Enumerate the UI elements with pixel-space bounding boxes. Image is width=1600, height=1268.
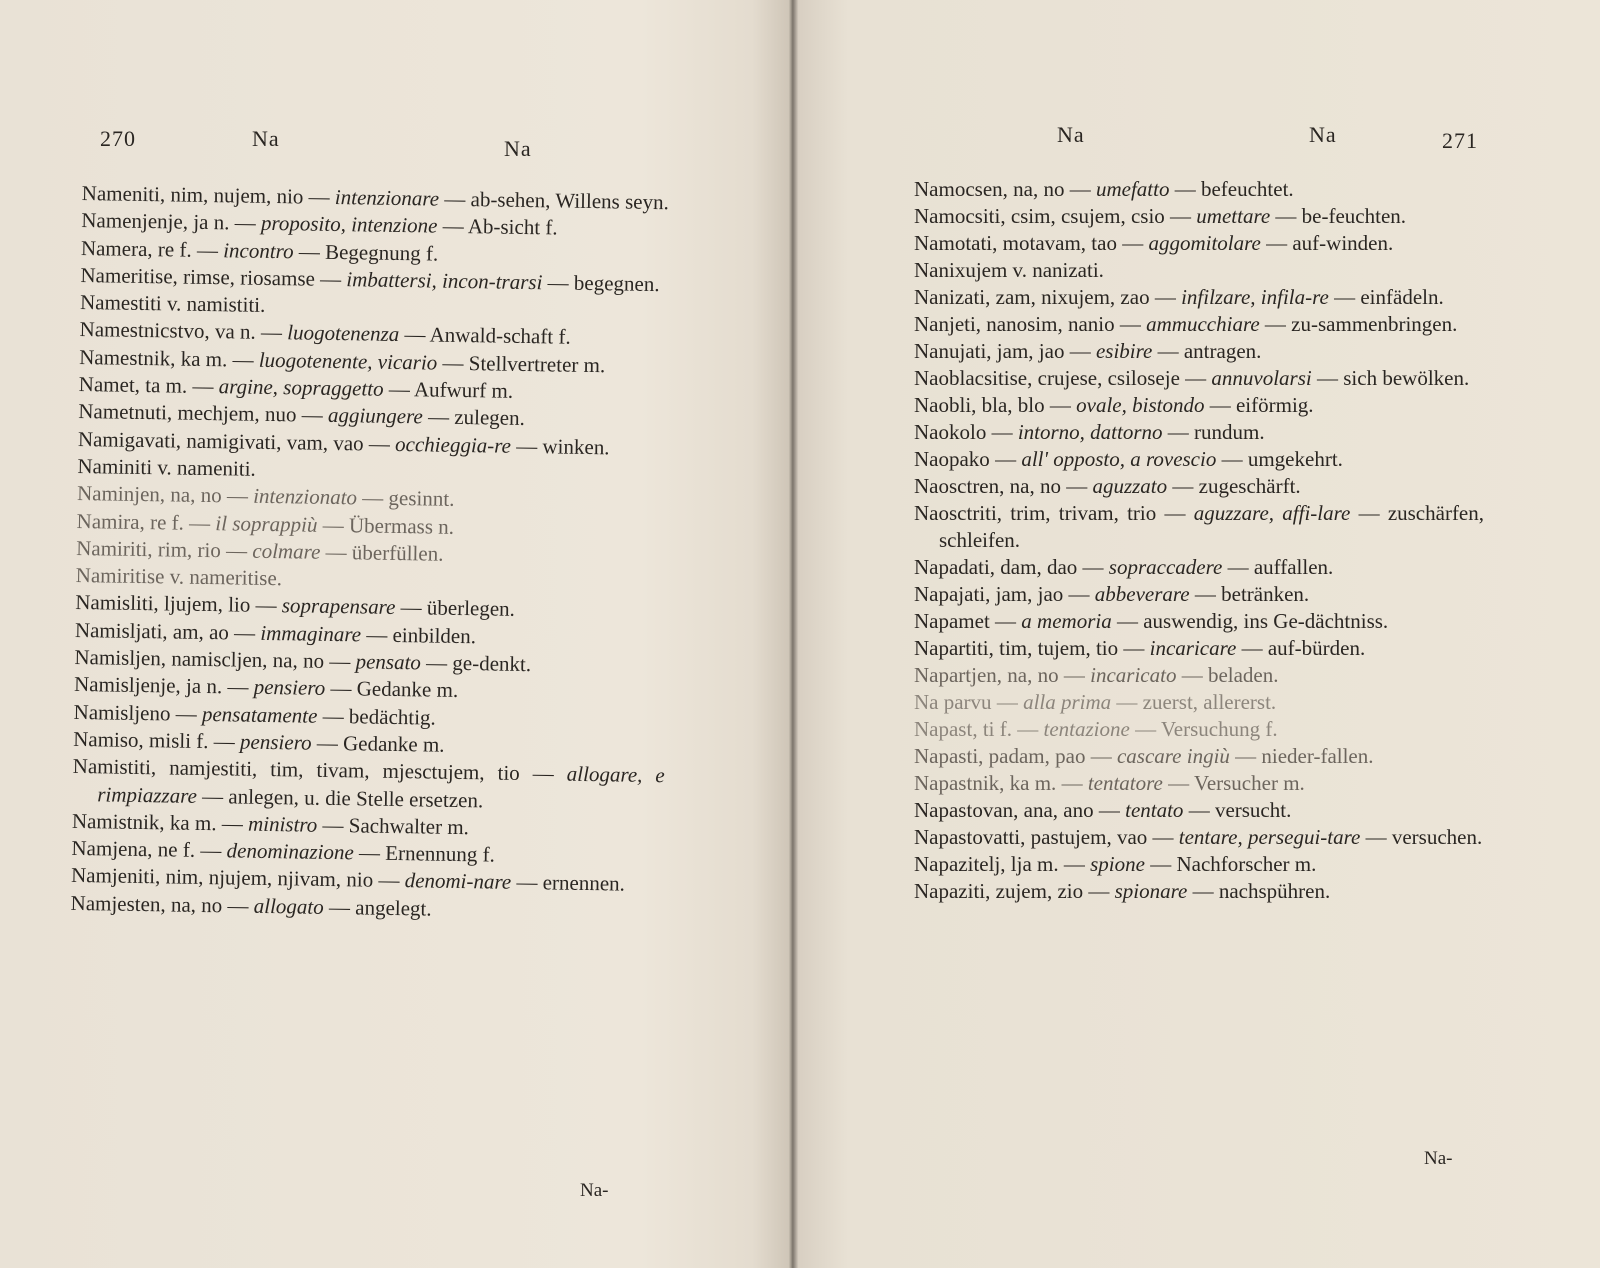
dictionary-entry: Napastovatti, pastujem, vao — tentare, persegui-tare — versuchen. [914, 825, 1483, 849]
entry-italian: tentato [1125, 798, 1184, 822]
dictionary-entry: Nanujati, jam, jao — esibire — antragen. [914, 339, 1262, 363]
entry-german: eiförmig. [1235, 393, 1314, 417]
catchword: Na- [580, 1180, 609, 1201]
entry-italian: tentatore [1087, 771, 1163, 795]
dictionary-entry: Napartiti, tim, tujem, tio — incaricare — auf-bürden. [914, 636, 1366, 660]
entry-headword: Naobli, bla, blo [914, 393, 1045, 417]
entry-german: anlegen, u. die Stelle ersetzen. [228, 783, 484, 812]
entry-headword: Naosctren, na, no [914, 474, 1061, 498]
entry-headword: Nameniti, nim, nujem, nio [81, 180, 304, 209]
dictionary-entry: Napastovan, ana, ano — tentato — versucht. [914, 798, 1292, 822]
entry-headword: Namotati, motavam, tao [914, 231, 1117, 255]
entry-italian: cascare ingiù [1116, 744, 1230, 768]
entry-italian: spione [1090, 852, 1145, 876]
entry-italian: denomi-nare [404, 868, 512, 895]
entry-german: zu-sammenbringen. [1291, 312, 1458, 336]
dictionary-entry: Nameritise, rimse, riosamse — imbattersi, incon-trarsi — begegnen. [80, 262, 660, 296]
entry-german: Stellvertreter m. [468, 350, 606, 378]
entry-german: Versuchung f. [1160, 717, 1278, 741]
dictionary-entry: Naminjen, na, no — intenzionato — gesinnt. [76, 481, 455, 512]
entry-italian: intenzionare [334, 184, 440, 211]
entry-italian: umefatto [1095, 177, 1170, 201]
entry-headword: Namisljeno [73, 699, 171, 726]
entry-italian: annuvolarsi [1211, 366, 1312, 390]
dictionary-entry [914, 257, 1484, 284]
entry-headword: Napadati, dam, dao [914, 555, 1078, 579]
entry-headword: Namiriti, rim, rio [76, 535, 222, 563]
dictionary-entry: Napasti, padam, pao — cascare ingiù — nieder-fallen. [914, 744, 1374, 768]
entry-headword: Namira, re f. [76, 508, 185, 535]
entry-headword: Nanizati, zam, nixujem, zao [914, 285, 1150, 309]
entry-italian: pensato [355, 649, 422, 675]
page-number: 270 [100, 126, 136, 151]
entry-headword: Naosctriti, trim, trivam, trio [914, 501, 1157, 525]
dictionary-entry: Namestnicstvo, va n. — luogotenenza — Anwald-schaft f. [79, 317, 571, 350]
dictionary-entry: Namistnik, ka m. — ministro — Sachwalter m. [71, 808, 470, 839]
entry-german: beladen. [1207, 663, 1279, 687]
dictionary-entries [914, 176, 1484, 905]
entry-german: Gedanke m. [342, 731, 445, 757]
entry-german: einfädeln. [1360, 285, 1444, 309]
dictionary-entry: Namjena, ne f. — denominazione — Ernennung f. [71, 836, 496, 867]
dictionary-entry: Napaziti, zujem, zio — spionare — nachspühren. [914, 879, 1331, 903]
entry-headword: Nameritise, rimse, riosamse [80, 262, 316, 291]
dictionary-entry: Namocsen, na, no — umefatto — befeuchtet. [914, 177, 1294, 201]
entry-german: auf-winden. [1292, 231, 1394, 255]
dictionary-entry: Namisljenje, ja n. — pensiero — Gedanke m. [73, 672, 459, 703]
entry-german: sich bewölken. [1343, 366, 1470, 390]
entry-headword: Napastovan, ana, ano [914, 798, 1094, 822]
entry-german: Ab-sicht f. [467, 214, 558, 240]
entry-headword: Napaziti, zujem, zio [914, 879, 1084, 903]
entry-headword: Napartiti, tim, tujem, tio [914, 636, 1119, 660]
entry-german: Ernennung f. [385, 840, 496, 867]
entry-german: auswendig, ins Ge-dächtniss. [1143, 609, 1389, 633]
entry-italian: allogato [253, 893, 324, 919]
dictionary-entry: Namisljati, am, ao — immaginare — einbilden. [74, 617, 477, 648]
entry-german: überlegen. [426, 595, 516, 622]
entry-headword: Namet, ta m. [78, 372, 188, 398]
entry-headword: Napastnik, ka m. [914, 771, 1057, 795]
entry-headword: Namiritise v. nameritise. [75, 563, 283, 591]
entry-german: zuschärfen, schleifen. [939, 501, 1485, 552]
entry-headword: Naminiti v. nameniti. [77, 453, 256, 481]
dictionary-entry: Namiriti, rim, rio — colmare — überfüllen. [76, 535, 444, 566]
dictionary-entry: Namenjenje, ja n. — proposito, intenzione — Ab-sicht f. [81, 208, 558, 240]
dictionary-entry: Nameniti, nim, nujem, nio — intenzionare — ab-sehen, Willens seyn. [81, 180, 669, 215]
entry-german: umgekehrt. [1247, 447, 1343, 471]
entry-italian: pensiero [253, 675, 326, 701]
dictionary-entry: Napast, ti f. — tentazione — Versuchung f. [914, 717, 1278, 741]
entry-german: zulegen. [454, 405, 526, 431]
entry-headword: Napast, ti f. [914, 717, 1012, 741]
entry-headword: Naoblacsitise, crujese, csiloseje [914, 366, 1180, 390]
dictionary-entry: Namigavati, namigivati, vam, vao — occhieggia-re — winken. [77, 426, 610, 459]
running-header-left: Na [252, 126, 280, 151]
entry-italian: ministro [247, 811, 318, 837]
right-page [792, 0, 1600, 1268]
entry-german: betränken. [1221, 582, 1310, 606]
entry-italian: intenzionato [253, 483, 358, 510]
entry-headword: Namjesten, na, no [70, 890, 223, 918]
entry-headword: Nanjeti, nanosim, nanio [914, 312, 1115, 336]
entry-italian: abbeverare [1094, 582, 1190, 606]
dictionary-entry: Namjesten, na, no — allogato — angelegt. [70, 890, 432, 921]
entry-headword: Namisljati, am, ao [74, 617, 230, 645]
dictionary-entry: Naobli, bla, blo — ovale, bistondo — eiförmig. [914, 393, 1314, 417]
dictionary-entry: Nanizati, zam, nixujem, zao — infilzare, infila-re — einfädeln. [914, 285, 1444, 309]
entry-german: überfüllen. [351, 540, 444, 566]
entry-italian: incontro [222, 237, 294, 263]
dictionary-entry: Namira, re f. — il soprappiù — Übermass n. [76, 508, 455, 539]
dictionary-entry: Napastnik, ka m. — tentatore — Versucher m. [914, 771, 1305, 795]
entry-italian: pensatamente [201, 701, 318, 728]
dictionary-entry: Namisliti, ljujem, lio — soprapensare — überlegen. [75, 590, 516, 622]
entry-italian: pensiero [239, 729, 312, 755]
entry-german: Versucher m. [1193, 771, 1305, 795]
entry-italian: argine, sopraggetto [218, 374, 384, 401]
entry-german: Übermass n. [348, 512, 455, 539]
entry-italian: luogotenenza [287, 320, 400, 347]
page-number: 271 [1442, 128, 1478, 153]
entry-italian: il soprappiù [215, 510, 318, 537]
entry-german: ge-denkt. [452, 650, 532, 677]
entry-italian: aggiungere [327, 403, 424, 429]
entry-headword: Namjena, ne f. [71, 836, 196, 862]
entry-headword: Namocsiti, csim, csujem, csio [914, 204, 1165, 228]
dictionary-entry: Namera, re f. — incontro — Begegnung f. [80, 235, 439, 266]
entry-german: versucht. [1214, 798, 1292, 822]
running-header-left: Na [1057, 122, 1085, 147]
entry-german: antragen. [1183, 339, 1262, 363]
dictionary-entry: Nametnuti, mechjem, nuo — aggiungere — zulegen. [78, 399, 526, 431]
entry-italian: ammucchiare [1146, 312, 1260, 336]
entry-italian: allogare, e rimpiazzare [97, 761, 665, 808]
dictionary-entry: Namet, ta m. — argine, sopraggetto — Aufwurf m. [78, 372, 514, 403]
catchword: Na- [1424, 1148, 1453, 1169]
entry-italian: tentazione [1043, 717, 1130, 741]
entry-german: zuerst, allererst. [1142, 690, 1277, 714]
entry-headword: Namestnicstvo, va n. [79, 317, 256, 345]
entry-italian: luogotenente, vicario [258, 347, 438, 375]
entry-italian: occhieggia-re [394, 431, 512, 458]
entry-headword: Napartjen, na, no [914, 663, 1059, 687]
dictionary-entry: Napartjen, na, no — incaricato — beladen. [914, 663, 1279, 687]
entry-italian: umettare [1196, 204, 1271, 228]
dictionary-entry: Napamet — a memoria — auswendig, ins Ge-dächtniss. [914, 609, 1389, 633]
dictionary-entry: Naokolo — intorno, dattorno — rundum. [914, 420, 1265, 444]
entry-german: be-feuchten. [1301, 204, 1407, 228]
entry-german: zugeschärft. [1198, 474, 1301, 498]
entry-headword: Namistnik, ka m. [71, 808, 217, 836]
entry-italian: all' opposto, a rovescio [1021, 447, 1217, 471]
entry-italian: alla prima [1023, 690, 1112, 714]
entry-headword: Namigavati, namigivati, vam, vao [77, 426, 364, 456]
entry-headword: Namisljenje, ja n. [73, 672, 223, 699]
entry-german: Nachforscher m. [1176, 852, 1317, 876]
running-header-right: Na [1309, 122, 1337, 147]
entry-german: auf-bürden. [1267, 636, 1366, 660]
entry-headword: Namisliti, ljujem, lio [75, 590, 251, 618]
entry-headword: Namenjenje, ja n. [81, 208, 230, 235]
dictionary-entries [70, 180, 674, 926]
entry-headword: Na parvu [914, 690, 992, 714]
entry-italian: spionare [1114, 879, 1188, 903]
entry-italian: aguzzare, affi-lare [1193, 501, 1351, 525]
entry-german: bedächtig. [348, 703, 436, 730]
entry-german: Gedanke m. [356, 676, 459, 703]
running-header-right: Na [504, 136, 532, 161]
entry-italian: incaricato [1090, 663, 1177, 687]
entry-italian: immaginare [260, 620, 362, 647]
entry-german: ab-sehen, Willens seyn. [470, 187, 669, 215]
entry-headword: Naokolo [914, 420, 987, 444]
dictionary-entry: Naosctriti, trim, trivam, trio — aguzzare, affi-lare — zuschärfen, schleifen. [914, 501, 1485, 552]
entry-headword: Namisljen, namiscljen, na, no [74, 644, 325, 673]
entry-italian: soprapensare [281, 593, 396, 620]
entry-german: begegnen. [573, 270, 660, 296]
entry-headword: Namistiti, namjestiti, tim, tivam, mjesctujem, tio [72, 754, 520, 786]
dictionary-entry: Napajati, jam, jao — abbeverare — betränken. [914, 582, 1310, 606]
dictionary-entry: Namistiti, namjestiti, tim, tivam, mjesctujem, tio — allogare, e rimpiazzare — anlegen, u. die Stelle ersetzen. [72, 754, 665, 812]
entry-headword: Namjeniti, nim, njujem, njivam, nio [70, 863, 374, 893]
entry-italian: imbattersi, incon-trarsi [346, 267, 543, 295]
entry-headword: Nanixujem v. nanizati. [914, 258, 1104, 282]
entry-headword: Napazitelj, lja m. [914, 852, 1059, 876]
entry-headword: Nametnuti, mechjem, nuo [78, 399, 297, 427]
dictionary-entry: Namestnik, ka m. — luogotenente, vicario — Stellvertreter m. [79, 344, 606, 378]
dictionary-entry: Namotati, motavam, tao — aggomitolare — auf-winden. [914, 231, 1394, 255]
entry-german: Begegnung f. [324, 239, 439, 266]
entry-german: nachspühren. [1218, 879, 1331, 903]
entry-german: Aufwurf m. [413, 377, 514, 403]
dictionary-entry: Namisljeno — pensatamente — bedächtig. [73, 699, 436, 730]
entry-headword: Naopako [914, 447, 990, 471]
dictionary-entry: Napazitelj, lja m. — spione — Nachforscher m. [914, 852, 1317, 876]
entry-headword: Namestnik, ka m. [79, 344, 228, 372]
entry-headword: Naminjen, na, no [76, 481, 222, 508]
dictionary-entry: Nanjeti, nanosim, nanio — ammucchiare — zu-sammenbringen. [914, 312, 1458, 336]
entry-german: ernennen. [542, 870, 626, 897]
entry-german: Anwald-schaft f. [429, 322, 571, 350]
left-page [0, 0, 790, 1268]
dictionary-entry: Naoblacsitise, crujese, csiloseje — annuvolarsi — sich bewölken. [914, 366, 1470, 390]
entry-italian: aggomitolare [1148, 231, 1261, 255]
dictionary-entry: Napadati, dam, dao — sopraccadere — auffallen. [914, 555, 1334, 579]
entry-italian: ovale, bistondo [1076, 393, 1205, 417]
entry-italian: incaricare [1149, 636, 1237, 660]
entry-italian: a memoria [1021, 609, 1112, 633]
entry-headword: Namiso, misli f. [73, 726, 209, 753]
entry-italian: infilzare, infila-re [1181, 285, 1329, 309]
entry-german: auffallen. [1253, 555, 1334, 579]
entry-german: befeuchtet. [1200, 177, 1294, 201]
entry-german: Sachwalter m. [348, 813, 470, 839]
entry-italian: denominazione [226, 838, 354, 865]
entry-german: angelegt. [355, 895, 432, 921]
entry-german: rundum. [1194, 420, 1265, 444]
entry-german: einbilden. [392, 622, 477, 648]
entry-headword: Napajati, jam, jao [914, 582, 1064, 606]
entry-italian: tentare, persegui-tare [1178, 825, 1361, 849]
entry-headword: Napastovatti, pastujem, vao [914, 825, 1148, 849]
dictionary-entry: Namisljen, namiscljen, na, no — pensato — ge-denkt. [74, 644, 532, 677]
dictionary-entry: Na parvu — alla prima — zuerst, allererst. [914, 690, 1277, 714]
dictionary-entry: Naosctren, na, no — aguzzato — zugeschärft. [914, 474, 1301, 498]
entry-italian: esibire [1095, 339, 1153, 363]
entry-german: winken. [542, 433, 610, 459]
entry-headword: Nanujati, jam, jao [914, 339, 1065, 363]
entry-italian: sopraccadere [1108, 555, 1223, 579]
entry-headword: Namocsen, na, no [914, 177, 1065, 201]
entry-italian: aguzzato [1092, 474, 1168, 498]
entry-german: gesinnt. [388, 486, 455, 512]
entry-headword: Namestiti v. namistiti. [79, 290, 266, 318]
dictionary-entry: Namiso, misli f. — pensiero — Gedanke m. [73, 726, 445, 757]
dictionary-entry: Namocsiti, csim, csujem, csio — umettare — be-feuchten. [914, 204, 1407, 228]
entry-italian: intorno, dattorno [1017, 420, 1163, 444]
dictionary-entry: Namjeniti, nim, njujem, njivam, nio — denomi-nare — ernennen. [70, 863, 626, 897]
entry-german: versuchen. [1391, 825, 1483, 849]
entry-headword: Napamet [914, 609, 990, 633]
entry-headword: Namera, re f. [80, 235, 192, 262]
entry-italian: colmare [252, 538, 321, 564]
dictionary-entry: Naopako — all' opposto, a rovescio — umgekehrt. [914, 447, 1343, 471]
entry-german: nieder-fallen. [1261, 744, 1374, 768]
entry-headword: Napasti, padam, pao [914, 744, 1086, 768]
entry-italian: proposito, intenzione [260, 211, 438, 238]
